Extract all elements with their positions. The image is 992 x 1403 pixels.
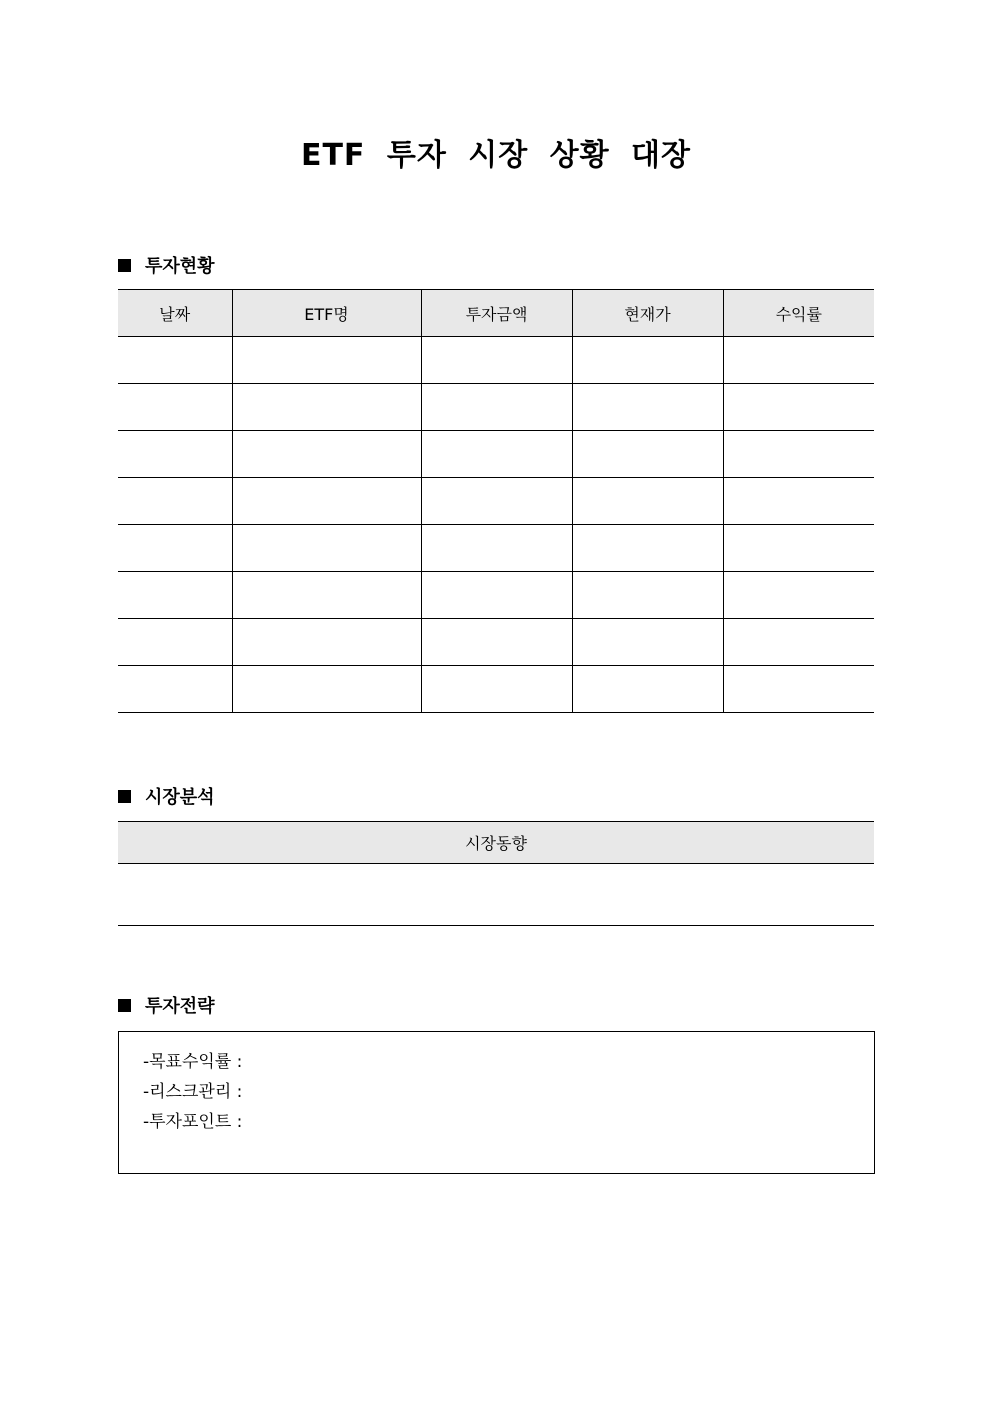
table-cell[interactable] — [118, 337, 232, 384]
table-cell[interactable] — [723, 431, 874, 478]
market-section-heading — [118, 783, 215, 809]
table-cell[interactable] — [421, 572, 572, 619]
table-cell[interactable] — [421, 619, 572, 666]
table-cell[interactable] — [421, 384, 572, 431]
table-cell[interactable] — [232, 478, 421, 525]
table-cell[interactable] — [723, 384, 874, 431]
table-cell[interactable] — [723, 572, 874, 619]
table-row — [118, 619, 874, 666]
table-cell[interactable] — [421, 337, 572, 384]
document-title: ETF 투자 시장 상황 대장 — [300, 138, 692, 173]
table-cell[interactable] — [421, 431, 572, 478]
table-cell[interactable] — [572, 384, 723, 431]
square-bullet-icon — [118, 999, 131, 1012]
table-row — [118, 431, 874, 478]
table-cell[interactable] — [118, 431, 232, 478]
table-cell[interactable] — [232, 619, 421, 666]
strategy-heading-label: 투자전략 — [145, 996, 215, 1017]
table-cell[interactable] — [723, 337, 874, 384]
table-cell[interactable] — [421, 478, 572, 525]
table-cell[interactable] — [421, 666, 572, 713]
table-row — [118, 384, 874, 431]
table-cell[interactable] — [421, 525, 572, 572]
table-cell[interactable] — [572, 431, 723, 478]
market-trend-header: 시장동향 — [118, 821, 874, 864]
table-cell[interactable] — [118, 525, 232, 572]
square-bullet-icon — [118, 790, 131, 803]
market-heading-label: 시장분석 — [145, 787, 215, 808]
table-cell[interactable] — [572, 666, 723, 713]
column-header-investment-amount: 투자금액 — [421, 290, 572, 337]
square-bullet-icon — [118, 259, 131, 272]
table-cell[interactable] — [232, 337, 421, 384]
table-row — [118, 478, 874, 525]
table-cell[interactable] — [232, 431, 421, 478]
investment-section-heading — [118, 252, 215, 278]
investment-point-line: -투자포인트 : — [143, 1112, 243, 1132]
table-row — [118, 525, 874, 572]
market-trend-content-area[interactable] — [118, 864, 874, 926]
table-cell[interactable] — [723, 619, 874, 666]
table-cell[interactable] — [572, 619, 723, 666]
table-cell[interactable] — [118, 384, 232, 431]
table-cell[interactable] — [572, 572, 723, 619]
table-row — [118, 337, 874, 384]
table-cell[interactable] — [118, 478, 232, 525]
table-row — [118, 666, 874, 713]
table-cell[interactable] — [232, 525, 421, 572]
strategy-section-heading — [118, 992, 215, 1018]
column-header-date: 날짜 — [118, 290, 232, 337]
table-cell[interactable] — [723, 666, 874, 713]
market-analysis-table — [118, 821, 874, 926]
table-cell[interactable] — [723, 525, 874, 572]
table-row — [118, 572, 874, 619]
investment-table — [118, 289, 874, 713]
table-cell[interactable] — [118, 666, 232, 713]
table-cell[interactable] — [232, 384, 421, 431]
column-header-etf-name: ETF명 — [232, 290, 421, 337]
column-header-current-price: 현재가 — [572, 290, 723, 337]
risk-management-line: -리스크관리 : — [143, 1082, 243, 1102]
column-header-return-rate: 수익률 — [723, 290, 874, 337]
table-cell[interactable] — [118, 572, 232, 619]
table-cell[interactable] — [232, 666, 421, 713]
table-cell[interactable] — [572, 478, 723, 525]
table-cell[interactable] — [572, 525, 723, 572]
investment-heading-label: 투자현황 — [145, 256, 215, 277]
strategy-box[interactable] — [118, 1031, 875, 1174]
table-cell[interactable] — [723, 478, 874, 525]
target-return-line: -목표수익률 : — [143, 1052, 243, 1072]
table-cell[interactable] — [118, 619, 232, 666]
table-cell[interactable] — [232, 572, 421, 619]
investment-table-header-row — [118, 290, 874, 337]
table-cell[interactable] — [572, 337, 723, 384]
